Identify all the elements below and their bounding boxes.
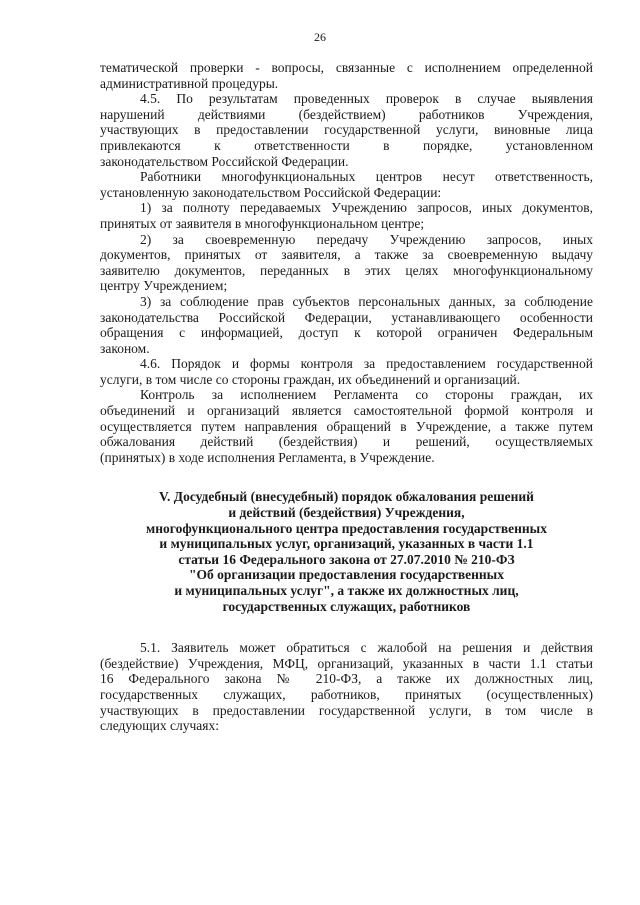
- text-line: 5.1. Заявитель может обратиться с жалобой на решения и действия: [140, 640, 593, 656]
- text-line: установленную законодательством Российской Федерации:: [100, 184, 442, 200]
- page-number: 26: [314, 30, 326, 44]
- paragraph-mfc-responsibility: [100, 169, 593, 200]
- text-line: Работники многофункциональных центров несут ответственность,: [140, 169, 593, 185]
- text-line: участвующих в предоставлении государственной услуги, в том числе в: [100, 702, 593, 718]
- text-line: центру Учреждением;: [100, 278, 228, 294]
- text-line: участвующих в предоставлении государственной услуги, виновные лица: [100, 122, 593, 138]
- text-line: обращения с информацией, доступ к которой ограничен Федеральным: [100, 325, 593, 341]
- text-line: законодательства Российской Федерации, устанавливающего особенности: [100, 309, 593, 325]
- text-line: законом.: [100, 340, 150, 356]
- text-line: административной процедуры.: [100, 75, 279, 91]
- text-line: заявителю документов, переданных в этих целях многофункциональному: [100, 262, 593, 278]
- text-line: (принятых) в ходе исполнения Регламента, в Учреждение.: [100, 449, 435, 465]
- text-line: принятых от заявителя в многофункциональном центре;: [100, 215, 425, 231]
- paragraph-control: [100, 387, 593, 465]
- text-line: документов, принятых от заявителя, а также за своевременную выдачу: [100, 247, 593, 263]
- text-line: 2) за своевременную передачу Учреждению запросов, иных: [140, 231, 593, 247]
- text-line: услуги, в том числе со стороны граждан, их объединений и организаций.: [100, 371, 521, 387]
- paragraph-continuation: [100, 60, 593, 91]
- text-line: Контроль за исполнением Регламента со стороны граждан, их: [140, 387, 593, 403]
- heading-line: V. Досудебный (внесудебный) порядок обжалования решений: [159, 489, 534, 505]
- list-item-1: [100, 200, 593, 231]
- heading-line: государственных служащих, работников: [222, 598, 471, 614]
- heading-line: многофункционального центра предоставления государственных: [146, 520, 547, 536]
- text-line: нарушений действиями (бездействием) работников Учреждения,: [100, 106, 593, 122]
- text-line: 4.5. По результатам проведенных проверок в случае выявления: [140, 91, 593, 107]
- text-line: следующих случаях:: [100, 718, 219, 734]
- spacer: [100, 614, 593, 640]
- paragraph-5-1: [100, 640, 593, 734]
- text-line: 16 Федерального закона № 210-ФЗ, а также их должностных лиц,: [100, 671, 593, 687]
- text-line: законодательством Российской Федерации.: [100, 153, 349, 169]
- section-heading: [100, 489, 593, 614]
- text-line: привлекаются к ответственности в порядке, установленном: [100, 137, 593, 153]
- list-item-2: [100, 232, 593, 294]
- text-line: 4.6. Порядок и формы контроля за предоставлением государственной: [140, 356, 593, 372]
- paragraph-4-6: [100, 356, 593, 387]
- heading-line: и действий (бездействия) Учреждения,: [228, 505, 465, 521]
- text-line: объединений и организаций является самостоятельной формой контроля и: [100, 403, 593, 419]
- heading-line: "Об организации предоставления государственных: [189, 567, 504, 583]
- paragraph-4-5: [100, 91, 593, 169]
- text-line: государственных служащих, работников, принятых (осуществленных): [100, 686, 593, 702]
- text-line: 3) за соблюдение прав субъектов персональных данных, за соблюдение: [140, 293, 593, 309]
- spacer: [100, 465, 593, 489]
- text-line: тематической проверки - вопросы, связанные с исполнением определенной: [100, 60, 593, 75]
- document-body: [100, 60, 593, 734]
- heading-line: и муниципальных услуг", а также их должностных лиц,: [174, 583, 519, 598]
- list-item-3: [100, 294, 593, 356]
- heading-line: и муниципальных услуг, организаций, указанных в части 1.1: [159, 536, 534, 552]
- heading-line: статьи 16 Федерального закона от 27.07.2010 № 210-ФЗ: [178, 551, 515, 567]
- text-line: (бездействие) Учреждения, МФЦ, организаций, указанных в части 1.1 статьи: [100, 655, 593, 671]
- text-line: осуществляется путем направления обращений в Учреждение, а также путем: [100, 418, 593, 434]
- text-line: обжалования действий (бездействия) и решений, осуществляемых: [100, 434, 593, 450]
- text-line: 1) за полноту передаваемых Учреждению запросов, иных документов,: [140, 200, 593, 216]
